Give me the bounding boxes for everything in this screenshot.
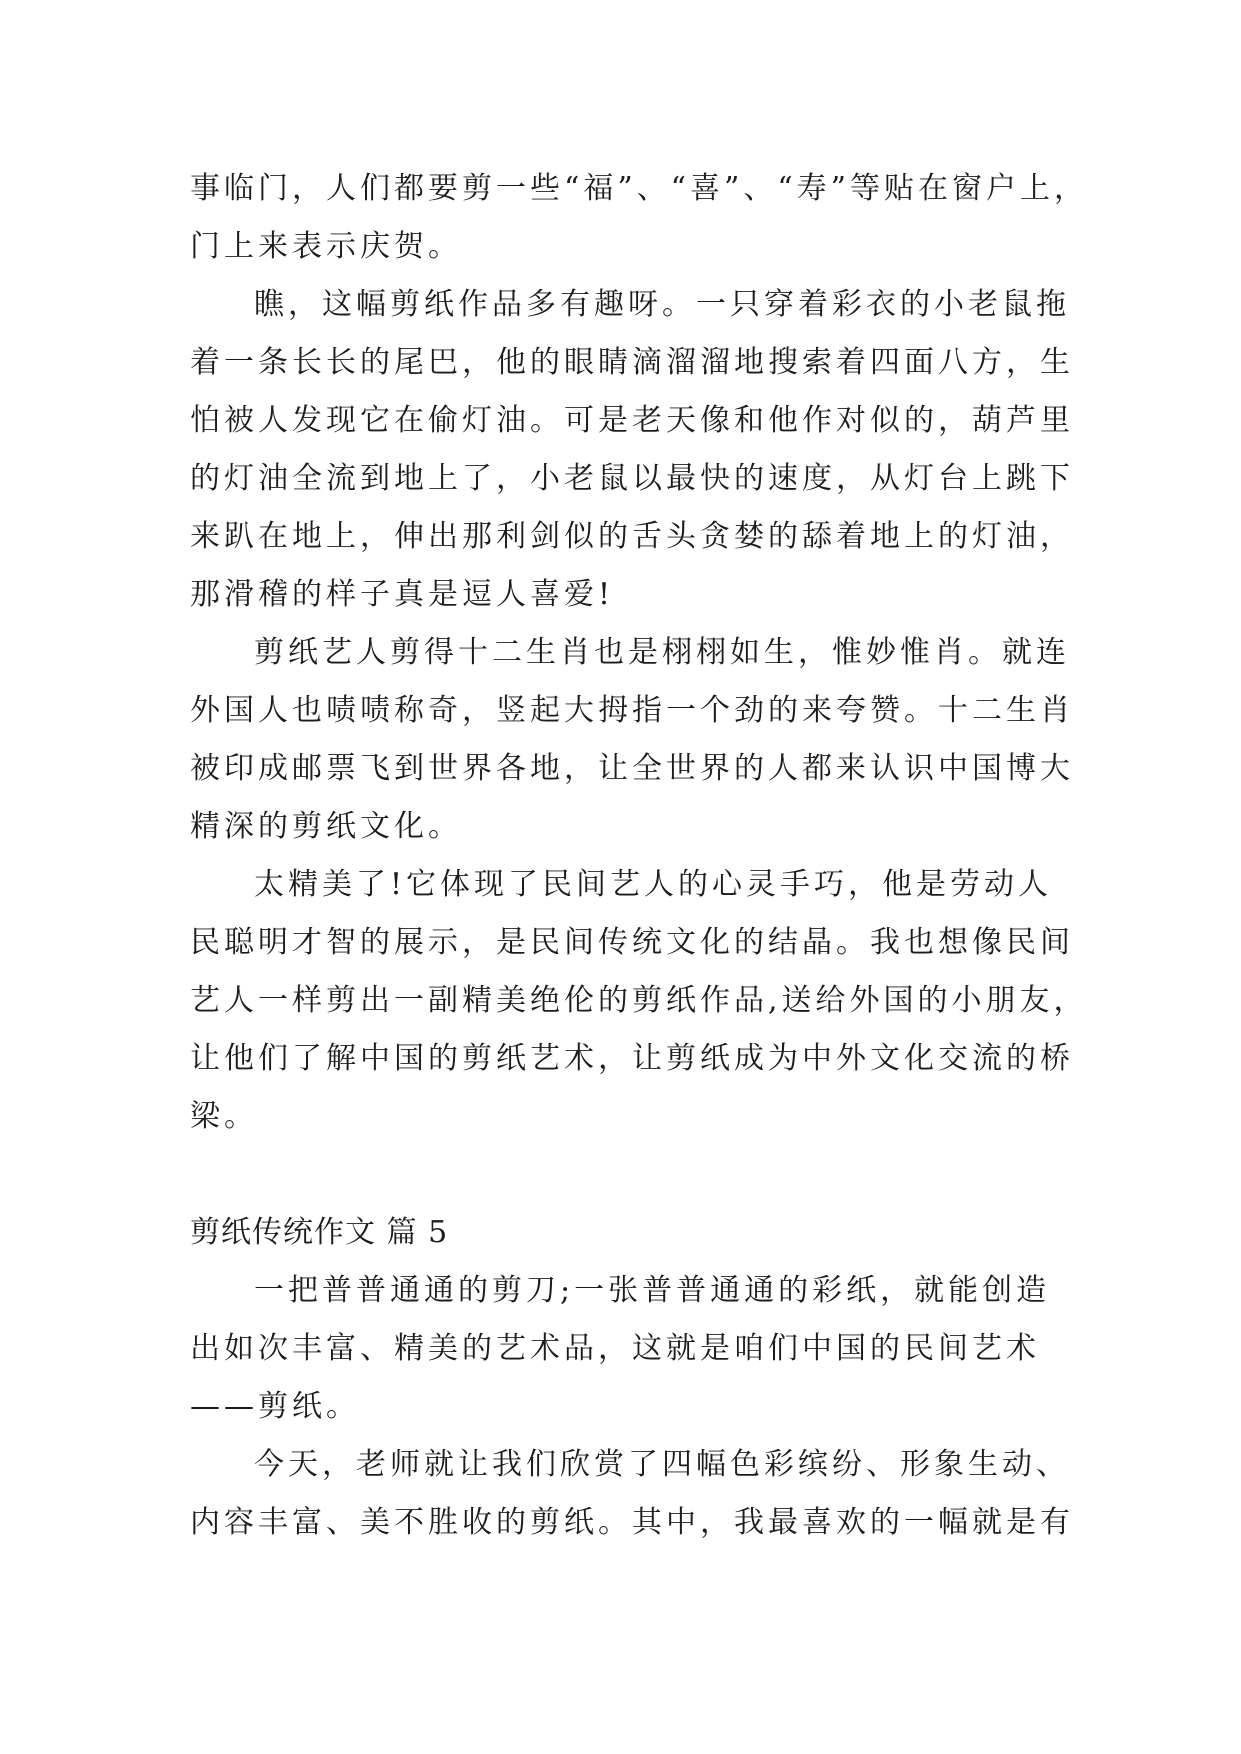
text-line: 那滑稽的样子真是逗人喜爱! bbox=[190, 577, 615, 612]
text-line: 民聪明才智的展示，是民间传统文化的结晶。我也想像民间 bbox=[190, 925, 1074, 960]
text-line: 门上来表示庆贺。 bbox=[190, 229, 462, 264]
text-line: 艺人一样剪出一副精美绝伦的剪纸作品,送给外国的小朋友， bbox=[190, 983, 1088, 1018]
text-line: 被印成邮票飞到世界各地，让全世界的人都来认识中国博大 bbox=[190, 751, 1074, 786]
paragraph bbox=[190, 276, 1074, 624]
paragraph bbox=[190, 856, 1088, 1146]
text-line: 一把普普通通的剪刀;一张普普通通的彩纸，就能创造 bbox=[254, 1273, 1051, 1308]
text-line: 内容丰富、美不胜收的剪纸。其中，我最喜欢的一幅就是有 bbox=[190, 1505, 1074, 1540]
text-line: 外国人也啧啧称奇，竖起大拇指一个劲的来夸赞。十二生肖 bbox=[190, 693, 1074, 728]
text-line: ——剪纸。 bbox=[190, 1389, 360, 1424]
text-line: 剪纸艺人剪得十二生肖也是栩栩如生，惟妙惟肖。就连 bbox=[254, 635, 1070, 670]
text-line: 怕被人发现它在偷灯油。可是老天像和他作对似的，葫芦里 bbox=[190, 403, 1074, 438]
section-heading: 剪纸传统作文 篇 5 bbox=[190, 1215, 449, 1250]
text-line: 来趴在地上，伸出那利剑似的舌头贪婪的舔着地上的灯油， bbox=[190, 519, 1074, 554]
text-line: 出如次丰富、精美的艺术品，这就是咱们中国的民间艺术 bbox=[190, 1331, 1040, 1366]
paragraph bbox=[190, 1262, 1050, 1436]
text-line: 瞧，这幅剪纸作品多有趣呀。一只穿着彩衣的小老鼠拖 bbox=[254, 287, 1070, 322]
text-line: 精深的剪纸文化。 bbox=[190, 809, 462, 844]
text-line: 的灯油全流到地上了，小老鼠以最快的速度，从灯台上跳下 bbox=[190, 461, 1074, 496]
text-line: 梁。 bbox=[190, 1099, 258, 1134]
paragraph bbox=[190, 160, 1089, 276]
text-line: 让他们了解中国的剪纸艺术，让剪纸成为中外文化交流的桥 bbox=[190, 1041, 1074, 1076]
text-line: 事临门，人们都要剪一些“福”、“喜”、“寿”等贴在窗户上， bbox=[190, 171, 1089, 206]
paragraph bbox=[190, 1436, 1074, 1552]
text-line: 着一条长长的尾巴，他的眼睛滴溜溜地搜索着四面八方，生 bbox=[190, 345, 1074, 380]
text-line: 太精美了!它体现了民间艺人的心灵手巧，他是劳动人 bbox=[254, 867, 1053, 902]
document-body bbox=[190, 160, 1089, 1552]
section-spacer bbox=[190, 1146, 1050, 1204]
paragraph bbox=[190, 624, 1074, 856]
text-line: 今天，老师就让我们欣赏了四幅色彩缤纷、形象生动、 bbox=[254, 1447, 1070, 1482]
